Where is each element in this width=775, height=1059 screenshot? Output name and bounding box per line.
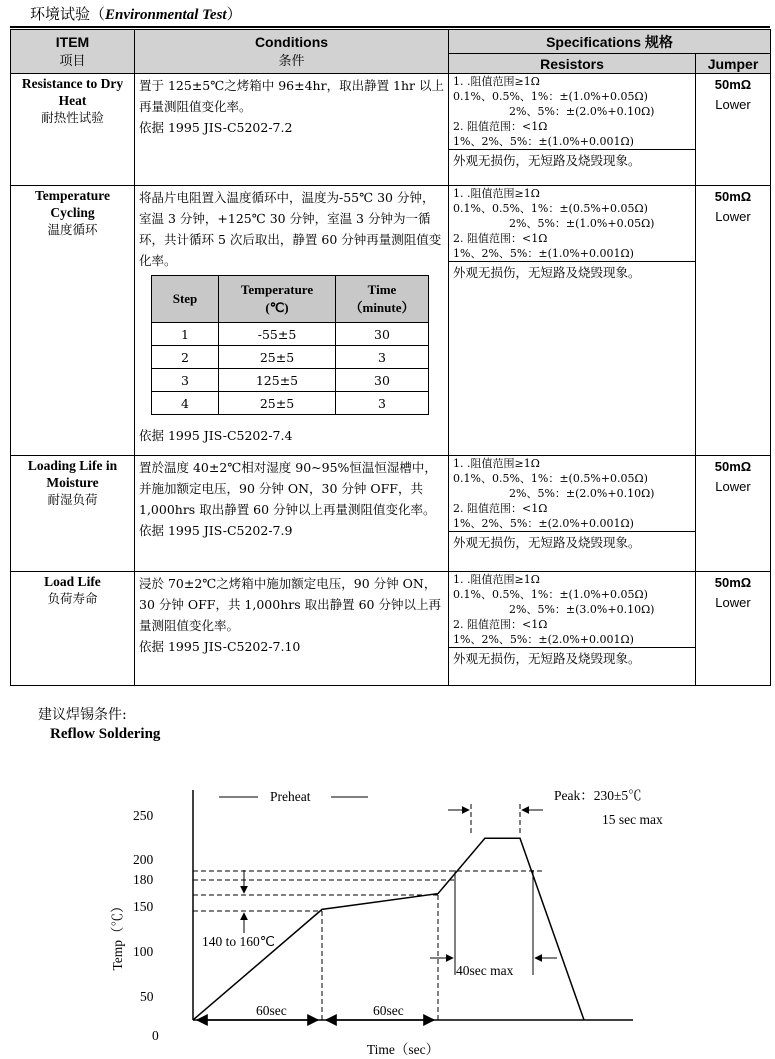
spec-cell: 1. .阻值范围≥1Ω 0.1%、0.5%、1%：±(0.5%+0.05Ω) 2%、5%：±(1.0%+0.05Ω) 2. 阻值范围：<1Ω 1%、2%、5%：±(1.0%+0.001Ω) 外观无损伤，无短路及烧毁现象。 [449, 186, 696, 456]
visual-note: 外观无损伤，无短路及烧毁现象。 [449, 261, 695, 284]
y-tick-label: 250 [133, 808, 154, 823]
step-cell: 25±5 [219, 346, 336, 369]
visual-note: 外观无损伤，无短路及烧毁现象。 [449, 531, 695, 554]
header-jumper: Jumper [696, 54, 771, 74]
step-cell: 125±5 [219, 369, 336, 392]
jumper-cell: 50mΩ Lower [696, 456, 771, 572]
step-cell: 3 [152, 369, 219, 392]
header-specifications: Specifications 规格 [449, 30, 771, 54]
jumper-cell: 50mΩ Lower [696, 74, 771, 186]
y-axis-label: Temp（℃） [110, 899, 125, 971]
band-label: 140 to 160℃ [202, 934, 275, 949]
step-cell: 4 [152, 392, 219, 415]
spec-cell: 1. .阻值范围≥1Ω 0.1%、0.5%、1%：±(0.5%+0.05Ω) 2%、5%：±(2.0%+0.10Ω) 2. 阻值范围：<1Ω 1%、2%、5%：±(2.0%+0.001Ω) 外观无损伤，无短路及烧毁现象。 [449, 456, 696, 572]
span-label-1: 60sec [256, 1003, 287, 1018]
step-cell: 3 [336, 346, 429, 369]
jumper-cell: 50mΩ Lower [696, 186, 771, 456]
visual-note: 外观无损伤，无短路及烧毁现象。 [449, 647, 695, 670]
x-axis-label: Time（sec） [366, 1042, 440, 1057]
header-resistors: Resistors [449, 54, 696, 74]
step-cell: 2 [152, 346, 219, 369]
step-cell: 30 [336, 323, 429, 346]
page-title: 环境试验（Environmental Test） [30, 5, 242, 23]
reflow-profile-line [193, 838, 584, 1020]
item-cell: Load Life 负荷寿命 [11, 572, 135, 686]
spec-cell: 1. .阻值范围≥1Ω 0.1%、0.5%、1%：±(1.0%+0.05Ω) 2%、5%：±(2.0%+0.10Ω) 2. 阻值范围：<1Ω 1%、2%、5%：±(1.0%+0.001Ω) 外观无损伤，无短路及烧毁现象。 [449, 74, 696, 186]
item-cell: Resistance to Dry Heat 耐热性试验 [11, 74, 135, 186]
jumper-cell: 50mΩ Lower [696, 572, 771, 686]
spec-cell: 1. .阻值范围≥1Ω 0.1%、0.5%、1%：±(1.0%+0.05Ω) 2%、5%：±(3.0%+0.10Ω) 2. 阻值范围：<1Ω 1%、2%、5%：±(2.0%+0.001Ω) 外观无损伤，无短路及烧毁现象。 [449, 572, 696, 686]
soldering-title-cn: 建议焊锡条件: [38, 707, 127, 723]
y-tick-label: 100 [133, 944, 154, 959]
step-cell: 3 [336, 392, 429, 415]
soldering-title-en: Reflow Soldering [50, 726, 161, 742]
y-tick-label: 0 [152, 1028, 159, 1043]
visual-note: 外观无损伤，无短路及烧毁现象。 [449, 149, 695, 172]
conditions-cell: 置于 125±5℃之烤箱中 96±4hr，取出静置 1hr 以上再量测阻值变化率。 依据 1995 JIS-C5202-7.2 [135, 74, 449, 186]
peak-sub-label: 15 sec max [602, 812, 663, 827]
y-tick-label: 200 [133, 852, 154, 867]
conditions-cell: 浸於 70±2℃之烤箱中施加额定电压，90 分钟 ON，30 分钟 OFF，共 1,000hrs 取出静置 60 分钟以上再量测阻值变化率。 依据 1995 JIS-C5202-7.10 [135, 572, 449, 686]
y-tick-label: 150 [133, 899, 154, 914]
y-tick-label: 50 [140, 989, 154, 1004]
conditions-cell: 置於温度 40±2℃相对湿度 90~95%恒温恒湿槽中，并施加额定电压，90 分钟 ON，30 分钟 OFF，共 1,000hrs 取出静置 60 分钟以上再量测阻值变化率。 依据 1995 JIS-C5202-7.9 [135, 456, 449, 572]
step-header: Step [152, 276, 219, 323]
conditions-cell: 将晶片电阻置入温度循环中，温度为-55℃ 30 分钟，室温 3 分钟，+125℃ 30 分钟，室温 3 分钟为一循环，共计循环 5 次后取出，静置 60 分钟再量测阻值变化率。 Step Temperature (℃) Time （minute） 1 -55±5 30 2 25±5 3 3 125±5 30 4 25±5 3 依据 1995 JIS-C5202-7.4 [135, 186, 449, 456]
step-cell: -55±5 [219, 323, 336, 346]
header-conditions: Conditions 条件 [135, 30, 449, 74]
span-label-3: 40sec max [456, 963, 514, 978]
header-item: ITEM 项目 [11, 30, 135, 74]
preheat-label: Preheat [270, 789, 311, 804]
step-cell: 1 [152, 323, 219, 346]
item-cell: Temperature Cycling 温度循环 [11, 186, 135, 456]
step-cell: 25±5 [219, 392, 336, 415]
time-header: Time （minute） [336, 276, 429, 323]
y-tick-label-extra: 180 [133, 872, 154, 887]
span-label-2: 60sec [373, 1003, 404, 1018]
peak-label: Peak：230±5℃ [554, 788, 642, 803]
step-cell: 30 [336, 369, 429, 392]
item-cell: Loading Life in Moisture 耐湿负荷 [11, 456, 135, 572]
temperature-header: Temperature (℃) [219, 276, 336, 323]
